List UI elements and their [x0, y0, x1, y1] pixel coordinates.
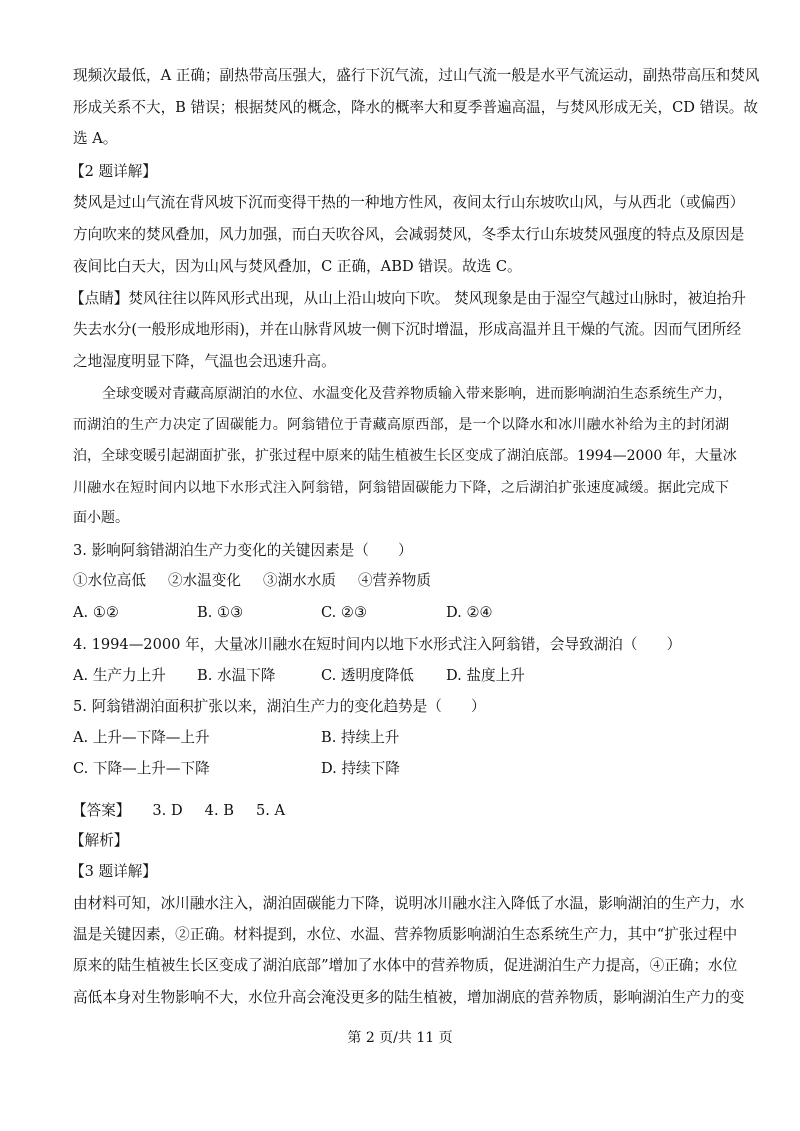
tip-line: 【点睛】焚风往往以阵风形式出现，从山上沿山坡向下吹。 焚风现象是由于湿空气越过山脉时，被迫抬升: [70, 290, 746, 307]
option: D. 持续下降: [321, 760, 400, 777]
tip-line: 失去水分(一般形成地形雨)，并在山脉背风坡一侧下沉时增温，形成高温并且干燥的气流。因而气团所经: [73, 321, 742, 338]
text-line: 选 A。: [73, 130, 118, 147]
text-line: 高低本身对生物影响不大，水位升高会淹没更多的陆生植被，增加湖底的营养物质，影响湖泊生产力的变: [73, 989, 745, 1006]
material-line: 川融水在短时间内以地下水形式注入阿翁错，阿翁错固碳能力下降，之后湖泊扩张速度减缓。据此完成下: [73, 480, 729, 496]
factor-item: ③湖水水质: [262, 572, 336, 589]
section-heading: 【2 题详解】: [70, 163, 157, 180]
answer-item: 5. A: [255, 802, 286, 819]
option: B. 持续上升: [321, 729, 400, 746]
option: A. 生产力上升: [73, 667, 166, 684]
option: D. 盐度上升: [446, 667, 525, 684]
answer-row: [72, 801, 285, 821]
factor-row: [73, 571, 431, 591]
material-line: 面小题。: [73, 510, 129, 526]
factor-item: ①水位高低: [73, 572, 146, 589]
answer-label: 【答案】: [72, 802, 131, 819]
option: A. 上升—下降—上升: [73, 729, 210, 746]
section-heading: 【3 题详解】: [70, 863, 157, 880]
option: B. 水温下降: [197, 667, 276, 684]
text-line: 方向吹来的焚风叠加，风力加强，而白天吹谷风，会减弱焚风，冬季太行山东坡焚风强度的特点及原因是: [73, 226, 745, 243]
option: C. 下降—上升—下降: [73, 760, 210, 777]
text-line: 形成关系不大，B 错误；根据焚风的概念，降水的概率大和夏季普遍高温，与焚风形成无关，CD 错误。故: [73, 99, 758, 116]
answer-item: 4. B: [204, 802, 234, 819]
material-line: 全球变暖对青藏高原湖泊的水位、水温变化及营养物质输入带来影响，进而影响湖泊生态系统生产力，: [102, 386, 732, 402]
analysis-heading: 【解析】: [70, 832, 129, 849]
material-line: 泊，全球变暖引起湖面扩张，扩张过程中原来的陆生植被生长区变成了湖泊底部。1994—2000 年，大量冰: [73, 448, 737, 464]
text-line: 原来的陆生植被生长区变成了湖泊底部”增加了水体中的营养物质，促进湖泊生产力提高，④正确；水位: [73, 957, 738, 974]
text-line: 温是关键因素，②正确。材料提到，水位、水温、营养物质影响湖泊生态系统生产力，其中“扩张过程中: [73, 926, 738, 943]
option: C. ②③: [321, 604, 368, 621]
factor-item: ②水温变化: [167, 572, 241, 589]
answer-item: 3. D: [152, 802, 183, 819]
text-line: 由材料可知，冰川融水注入，湖泊固碳能力下降，说明冰川融水注入降低了水温，影响湖泊的生产力，水: [73, 895, 745, 912]
option: C. 透明度降低: [321, 667, 414, 684]
factor-item: ④营养物质: [357, 572, 431, 589]
material-line: 而湖泊的生产力决定了固碳能力。阿翁错位于青藏高原西部，是一个以降水和冰川融水补给为主的封闭湖: [73, 417, 729, 433]
question-5-stem: 5. 阿翁错湖泊面积扩张以来，湖泊生产力的变化趋势是（ ）: [73, 698, 486, 715]
option: D. ②④: [446, 604, 493, 621]
text-line: 夜间比白天大，因为山风与焚风叠加，C 正确，ABD 错误。故选 C。: [73, 258, 522, 275]
text-line: 焚风是过山气流在背风坡下沉而变得干热的一种地方性风，夜间太行山东坡吹山风，与从西北（或偏西）: [73, 194, 745, 211]
tip-line: 之地湿度明显下降，气温也会迅速升高。: [73, 353, 336, 370]
text-line: 现频次最低，A 正确；副热带高压强大，盛行下沉气流，过山气流一般是水平气流运动，副热带高压和焚风: [73, 67, 760, 84]
page-footer: 第 2 页/共 11 页: [347, 1030, 453, 1046]
question-3-stem: 3. 影响阿翁错湖泊生产力变化的关键因素是（ ）: [73, 542, 413, 559]
option: A. ①②: [73, 604, 119, 621]
question-4-stem: 4. 1994—2000 年，大量冰川融水在短时间内以地下水形式注入阿翁错，会导致湖泊（ ）: [73, 636, 682, 653]
option: B. ①③: [197, 604, 244, 621]
